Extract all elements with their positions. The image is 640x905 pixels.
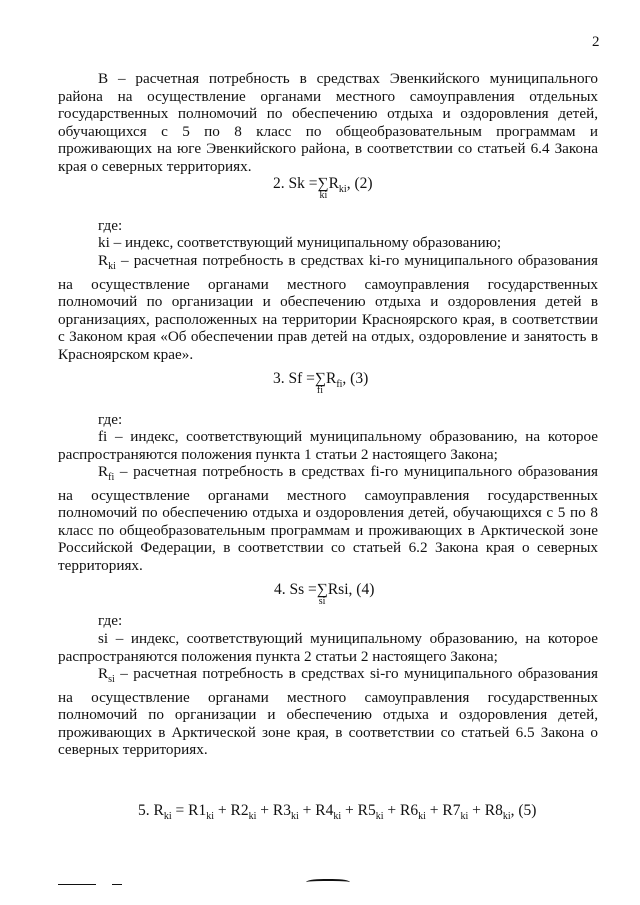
si-definition: si – индекс, соответствующий муниципальному образованию, на которое распространяются положения пункта 2 статьи 2 настоящего Закона;	[58, 630, 598, 665]
formula-4: 4. Ss =∑ si Rsi, (4)	[274, 581, 375, 607]
footer-line	[58, 884, 96, 885]
rki-definition: $R_{ki}$ – расчетная потребность в средствах ki-го муниципального образования на осуществление органами местного самоуправления государственных полномочий по организации и обеспечению отдыха и оздоровления детей в организациях, расположенных на территории Красноярского края, в соответствии с Законом края «Об обеспечении прав детей на отдых, оздоровление и занятость в Красноярском крае».	[58, 252, 598, 363]
sum-symbol: ∑ fi	[314, 370, 326, 396]
formula-2-left: 2. Sk =	[273, 175, 318, 192]
sum-symbol: ∑ ki	[317, 175, 329, 201]
where-label: где:	[98, 612, 123, 629]
sum-symbol: ∑ si	[316, 581, 328, 607]
page-number: 2	[592, 34, 600, 50]
footer-line	[112, 884, 122, 885]
where-label: где:	[98, 411, 123, 428]
rsi-definition: $R_{si}$ – расчетная потребность в средствах si-го муниципального образования на осуществление органами местного самоуправления государственных полномочий по организации и обеспечению отдыха и оздоровления детей, проживающих в Арктической зоне края, в соответствии со статьей 6.5 Закона о северных территориях.	[58, 665, 598, 759]
paragraph-b-definition: B – расчетная потребность в средствах Эвенкийского муниципального района на осуществление органами местного самоуправления отдельных государственных полномочий по обеспечению отдыха и оздоровления детей, обучающихся с 5 по 8 класс по общеобразовательным программам и проживающих на юге Эвенкийского района, в соответствии со статьей 6.4 Закона края о северных территориях.	[58, 70, 598, 175]
formula-3: 3. Sf =∑ fi $R_{fi}$, (3)	[273, 370, 369, 396]
footer-mark	[306, 879, 350, 887]
formula-2: 2. Sk =∑ ki $R_{ki}$, (2)	[273, 175, 373, 201]
ki-definition: ki – индекс, соответствующий муниципальному образованию;	[98, 234, 502, 251]
fi-definition: fi – индекс, соответствующий муниципальному образованию, на которое распространяются положения пункта 1 статьи 2 настоящего Закона;	[58, 428, 598, 463]
rfi-definition: $R_{fi}$ – расчетная потребность в средствах fi-го муниципального образования на осуществление органами местного самоуправления государственных полномочий по обеспечению отдыха и оздоровления детей, обучающихся с 5 по 8 класс по общеобразовательным программам и проживающих в Арктической зоне Российской Федерации, в соответствии со статьей 6.2 Закона края о северных территориях.	[58, 463, 598, 574]
formula-5: 5. $R_{ki} = R1_{ki} + R2_{ki} + R3_{ki} + R4_{ki} + R5_{ki} + R6_{ki} + R7_{ki} + R8_{ki}$, (5)	[138, 802, 537, 823]
where-label: где:	[98, 217, 123, 234]
